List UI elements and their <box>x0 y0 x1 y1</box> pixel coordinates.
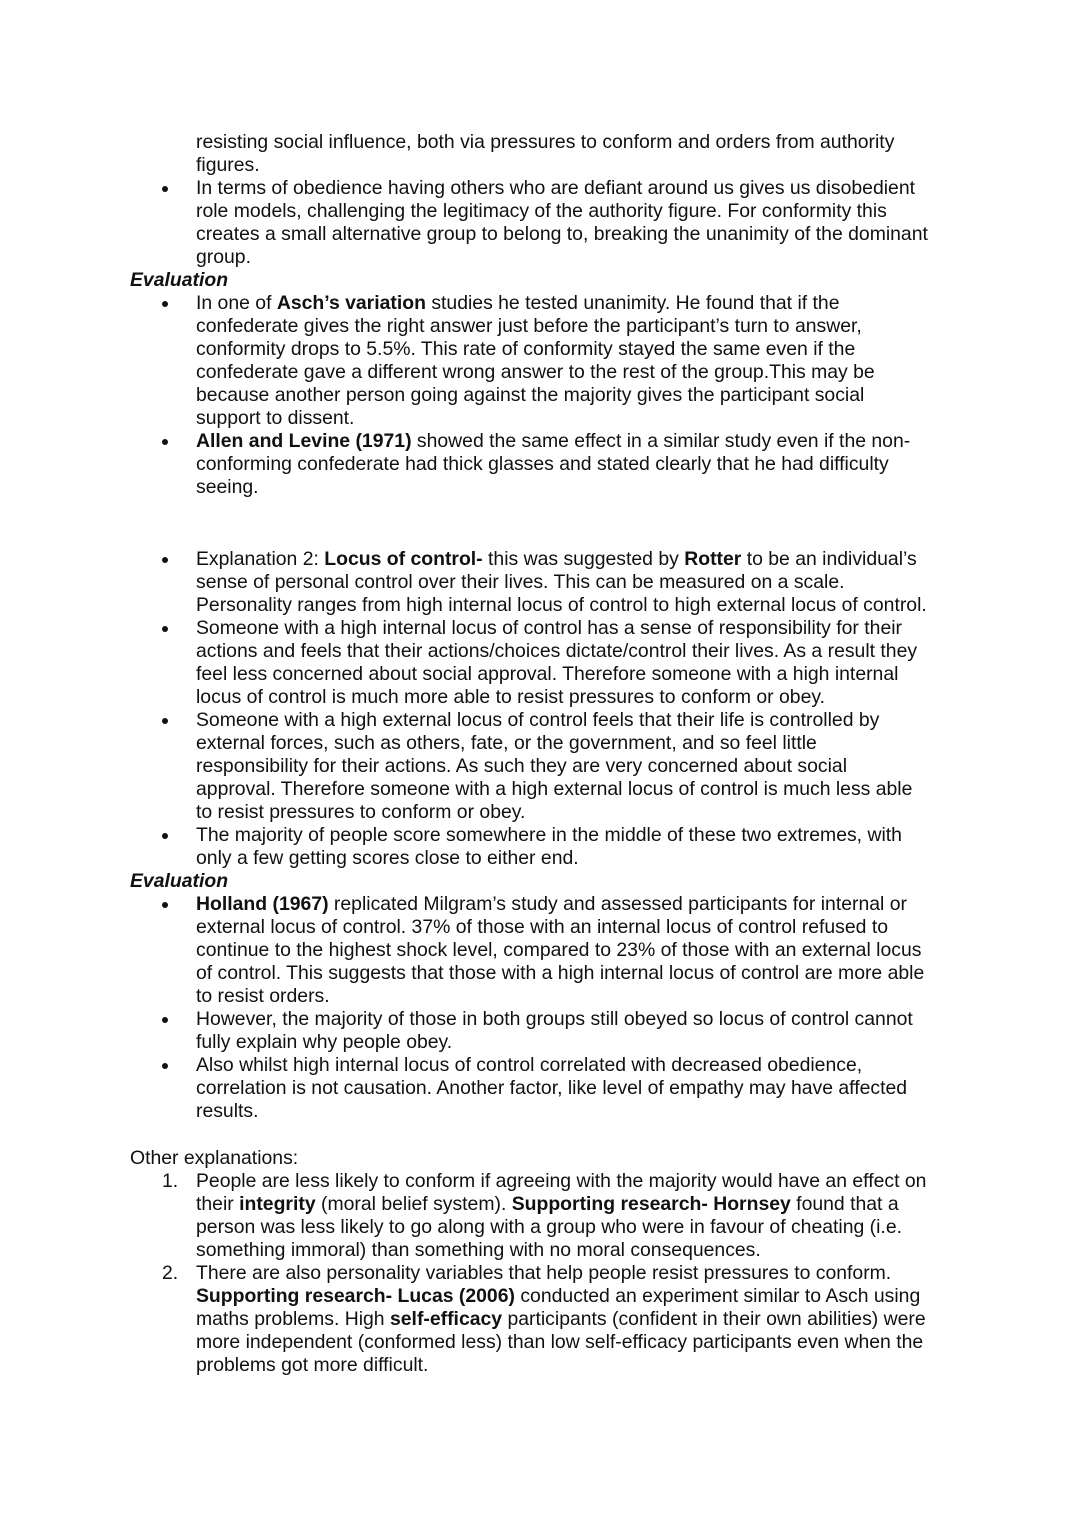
bullet-icon <box>162 557 168 563</box>
intro-bullet: In terms of obedience having others who are defiant around us gives us disobedient role models, challenging the legitimacy of the authority figure. For conformity this creates a small alternative group to belong to, breaking the unanimity of the dominant group. <box>130 177 1030 269</box>
exp2-bullet-internal: Someone with a high internal locus of control has a sense of responsibility for their actions and feels that their actions/choices dictate/control their lives. As a result they feel less concerned about social approval. Therefore someone with a high internal locus of control is much more able to resist pressures to conform or obey. <box>130 617 1030 709</box>
bullet-icon <box>162 439 168 445</box>
exp2-bullet-locus: Explanation 2: Locus of control- this was suggested by Rotter to be an individual’s sense of personal control over their lives. This can be measured on a scale. Personality ranges from high internal locus of control to high external locus of control. <box>130 548 1030 617</box>
bullet-icon <box>162 902 168 908</box>
intro-section <box>130 131 1030 499</box>
bullet-icon <box>162 1063 168 1069</box>
eval2-bullet-holland: Holland (1967) replicated Milgram’s study and assessed participants for internal or external locus of control. 37% of those with an internal locus of control refused to continue to the highest shock level, compared to 23% of those with an external locus of control. This suggests that those with a high internal locus of control are more able to resist orders. <box>130 893 1030 1008</box>
bullet-icon <box>162 186 168 192</box>
other-explanations-heading: Other explanations: <box>130 1147 299 1169</box>
eval2-bullet-correlation: Also whilst high internal locus of control correlated with decreased obedience, correlation is not causation. Another factor, like level of empathy may have affected results. <box>130 1054 1030 1123</box>
eval2-bullet-majority-obeyed: However, the majority of those in both groups still obeyed so locus of control cannot fully explain why people obey. <box>130 1008 1030 1054</box>
eval1-bullet-asch: In one of Asch’s variation studies he tested unanimity. He found that if the confederate gives the right answer just before the participant’s turn to answer, conformity drops to 5.5%. This rate of conformity stayed the same even if the confederate gave a different wrong answer to the rest of the group.This may be because another person going against the majority gives the participant social support to dissent. <box>130 292 1030 430</box>
explanation-2-section <box>130 548 1030 1123</box>
intro-continuation: resisting social influence, both via pressures to conform and orders from authority figures. <box>196 131 895 176</box>
evaluation-heading: Evaluation <box>130 269 229 291</box>
bullet-icon <box>162 718 168 724</box>
exp2-bullet-majority: The majority of people score somewhere in the middle of these two extremes, with only a few getting scores close to either end. <box>130 824 1030 870</box>
evaluation-heading: Evaluation <box>130 870 229 892</box>
bullet-icon <box>162 626 168 632</box>
bullet-icon <box>162 301 168 307</box>
eval1-bullet-allen-levine: Allen and Levine (1971) showed the same effect in a similar study even if the non- conforming confederate had thick glasses and stated clearly that he had difficulty seeing. <box>130 430 1030 499</box>
numbered-item-2: 2. There are also personality variables that help people resist pressures to conform. Supporting research- Lucas (2006) conducted an experiment similar to Asch using maths problems. High self-efficacy participants (confident in their own abilities) were more independent (conformed less) than low self-efficacy participants even when the problems got more difficult. <box>162 1262 926 1376</box>
bullet-icon <box>162 833 168 839</box>
numbered-item-1: 1. People are less likely to conform if agreeing with the majority would have an effect on their integrity (moral belief system). Supporting research- Hornsey found that a person was less likely to go along with a group who were in favour of cheating (i.e. something immoral) than something with no moral consequences. <box>162 1170 927 1261</box>
exp2-bullet-external: Someone with a high external locus of control feels that their life is controlled by external forces, such as others, fate, or the government, and so feel little responsibility for their actions. As such they are very concerned about social approval. Therefore someone with a high external locus of control is much less able to resist pressures to conform or obey. <box>130 709 1030 824</box>
other-explanations-section <box>130 1147 1030 1377</box>
bullet-icon <box>162 1017 168 1023</box>
